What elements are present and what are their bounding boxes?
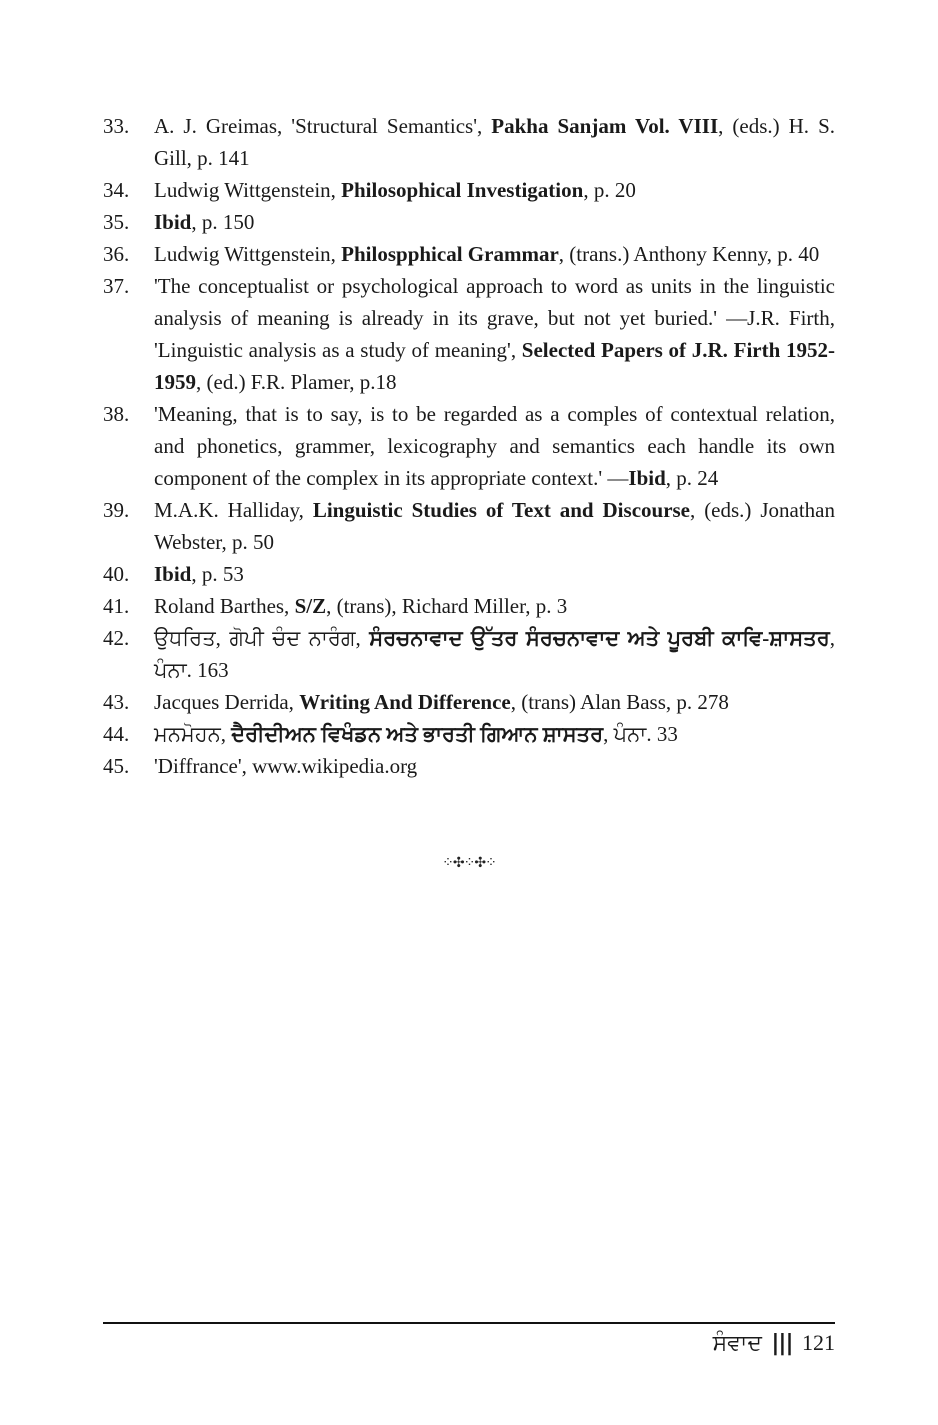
endnote-bold-title: Pakha Sanjam Vol. VIII (491, 114, 719, 138)
endnote-text-run: Jacques Derrida, (154, 690, 300, 714)
endnote-item (103, 398, 835, 494)
endnote-text-run: , ਪੰਨਾ. 33 (603, 722, 678, 746)
endnote-item (103, 174, 835, 206)
endnote-number: 37. (103, 274, 130, 298)
endnote-bold-title: Philospphical Grammar (341, 242, 559, 266)
endnote-text (154, 174, 835, 206)
page-number: 121 (802, 1330, 835, 1355)
endnote-bold-title: Selected Papers of J.R. Firth 1952-1959 (154, 338, 835, 394)
endnote-item (103, 270, 835, 398)
endnote-text (154, 270, 835, 398)
endnote-text-run: , (trans), Richard Miller, p. 3 (326, 594, 568, 618)
endnote-text-run: 'Meaning, that is to say, is to be regarded as a comples of contextual relation, and phonetics, grammer, lexicography and semantics each handle its own component of the complex in its appropriate context.' — (154, 402, 835, 490)
endnote-bold-title: Ibid (628, 466, 666, 490)
endnote-text (154, 718, 835, 750)
endnote-text-run: ਮਨਮੋਹਨ, (154, 722, 232, 746)
footer-separator: ||| (771, 1331, 793, 1356)
endnote-text-run: ਉਧਰਿਤ, ਗੋਪੀ ਚੰਦ ਨਾਰੰਗ, (154, 626, 370, 650)
endnote-item (103, 206, 835, 238)
endnote-text-run: M.A.K. Halliday, (154, 498, 313, 522)
endnote-text (154, 494, 835, 558)
endnote-bold-title: ਸੰਰਚਨਾਵਾਦ ਉੱਤਰ ਸੰਰਚਨਾਵਾਦ ਅਤੇ ਪੂਰਬੀ ਕਾਵਿ-ਸ਼ਾਸਤਰ (369, 626, 830, 650)
endnote-item (103, 750, 835, 782)
endnote-text (154, 590, 835, 622)
endnote-text (154, 622, 835, 686)
endnote-bold-title: Ibid (154, 210, 192, 234)
endnote-text-run: , (ed.) F.R. Plamer, p.18 (196, 370, 397, 394)
endnote-number: 36. (103, 242, 130, 266)
endnote-number: 44. (103, 722, 130, 746)
endnote-text-run: 'Diffrance', www.wikipedia.org (154, 754, 418, 778)
endnote-text-run: , (trans) Alan Bass, p. 278 (510, 690, 729, 714)
endnote-bold-title: Philosophical Investigation (341, 178, 584, 202)
endnote-text-run: , p. 24 (665, 466, 719, 490)
journal-name: ਸੰਵਾਦ (712, 1330, 762, 1355)
endnote-text-run: Ludwig Wittgenstein, (154, 242, 342, 266)
endnote-text-run: , ਪੰਨਾ. 163 (154, 626, 835, 682)
endnote-number: 39. (103, 498, 130, 522)
endnote-item (103, 558, 835, 590)
endnote-text (154, 686, 835, 718)
endnote-number: 38. (103, 402, 130, 426)
endnote-item (103, 622, 835, 686)
footer-rule (103, 1322, 835, 1324)
endnote-text (154, 110, 835, 174)
endnote-text-run: A. J. Greimas, 'Structural Semantics', (154, 114, 492, 138)
endnote-bold-title: Writing And Difference (299, 690, 511, 714)
endnote-item (103, 590, 835, 622)
endnote-text-run: , p. 150 (191, 210, 255, 234)
endnote-item (103, 238, 835, 270)
endnote-text-run: Ludwig Wittgenstein, (154, 178, 342, 202)
endnotes-list (103, 110, 835, 782)
endnote-text-run: , (eds.) Jonathan Webster, p. 50 (154, 498, 835, 554)
endnote-text (154, 558, 835, 590)
endnote-number: 34. (103, 178, 130, 202)
endnote-text-run: Roland Barthes, (154, 594, 295, 618)
endnote-text (154, 750, 835, 782)
endnote-number: 45. (103, 754, 130, 778)
endnote-bold-title: Linguistic Studies of Text and Discourse (312, 498, 691, 522)
endnote-text (154, 398, 835, 494)
endnote-item (103, 718, 835, 750)
endnote-number: 41. (103, 594, 130, 618)
endnote-text-run: , p. 53 (191, 562, 244, 586)
endnote-bold-title: ਦੈਰੀਦੀਅਨ ਵਿਖੰਡਨ ਅਤੇ ਭਾਰਤੀ ਗਿਆਨ ਸ਼ਾਸਤਰ (231, 722, 604, 746)
endnote-text (154, 238, 835, 270)
section-end-ornament: ⁘✣⁘✣⁘ (442, 855, 496, 871)
endnote-item (103, 494, 835, 558)
endnote-text-run: , (trans.) Anthony Kenny, p. 40 (558, 242, 820, 266)
endnote-number: 42. (103, 626, 130, 650)
endnote-text-run: 'The conceptualist or psychological approach to word as units in the linguistic analysis of meaning is already in its grave, but not yet buried.' —J.R. Firth, 'Linguistic analysis as a study of meaning', (154, 274, 835, 362)
endnote-item (103, 110, 835, 174)
endnote-text (154, 206, 835, 238)
endnote-number: 33. (103, 114, 130, 138)
endnote-item (103, 686, 835, 718)
endnote-text-run: , (eds.) H. S. Gill, p. 141 (154, 114, 836, 170)
endnote-text-run: , p. 20 (583, 178, 636, 202)
endnote-number: 43. (103, 690, 130, 714)
endnote-bold-title: S/Z (294, 594, 327, 618)
endnote-number: 35. (103, 210, 130, 234)
endnote-bold-title: Ibid (154, 562, 192, 586)
endnote-number: 40. (103, 562, 130, 586)
page-footer (713, 1329, 835, 1358)
